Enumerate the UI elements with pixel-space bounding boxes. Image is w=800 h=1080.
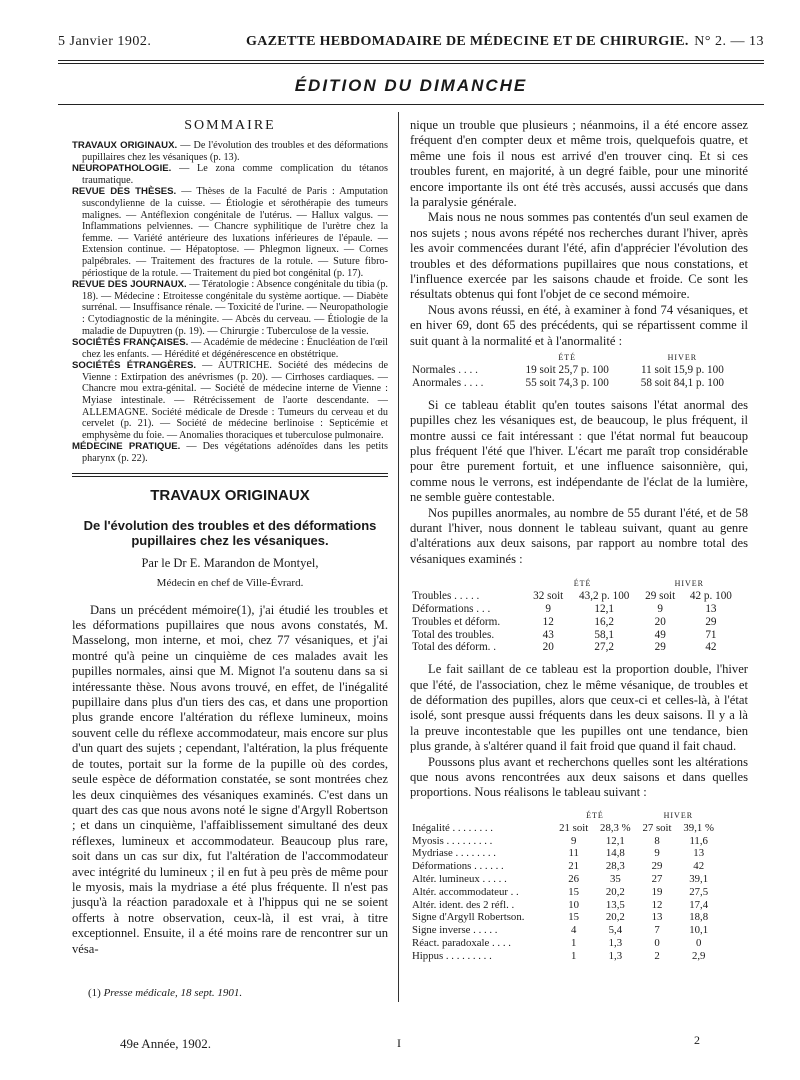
sommaire-text: — Thèses de la Faculté de Paris : Amputation suscondylienne de la cuisse. — Étiologie et sérothérapie des tumeurs malignes. — Antéflexion congénitale de l'utérus. — Hallux valgus. — Inflammations pelviennes. — Chancre syphilitique de l'urètre chez la femme. — Variété antérieure des luxations inférieures de l'épaule. — Extension continue. — Hépatoptose. — Phlegmon ligneux. — Cornes palpébrales. — Traitement des fractures de la rotule. — Suture fibro-périostique de la rotule. — Traitement du pied bot congénital (p. 17). (82, 186, 388, 279)
table-cell: 12,1 (605, 834, 625, 847)
table-row (410, 860, 720, 873)
sommaire-text: — De l'évolution des troubles et des déformations pupillaires chez les vésaniques (p. 13). (82, 140, 388, 163)
table-row (410, 590, 740, 603)
table-cell: 55 soit 74,3 p. 100 (525, 376, 609, 389)
sommaire-entry (72, 337, 388, 360)
table-row (410, 629, 740, 642)
table-header (410, 353, 510, 364)
table-cell: Troubles . . . . . (412, 590, 480, 603)
table-cell: 10 (568, 898, 580, 911)
sommaire-heading: REVUE DES JOURNAUX. (72, 279, 187, 291)
table-cell: 28,3 (605, 860, 625, 873)
table-cell: 49 (654, 628, 666, 641)
footer-sheet: I (397, 1036, 401, 1050)
separator (72, 476, 388, 477)
table-cell: Mydriase . . . . . . . . (412, 847, 496, 860)
table-alterations (410, 579, 740, 654)
table-cell: 2 (654, 949, 660, 962)
table-row (410, 641, 740, 654)
article-paragraph: Dans un précédent mémoire(1), j'ai étudié les troubles et les déformations pupillaires que nous avons constatés, M. Masselong, mon interne, et moi, chez 77 vésaniques, et j'ai montré qu'à peine un cinquième de ces malades avait les pupilles normales, ainsi que M. Mignot l'a soutenu dans sa si intéressante thèse. Nous avons trouvé, en effet, de l'inégalité pupillaire dans plus d'un tiers des cas, et dans une proportion plus grande encore l'altération du réflexe lumineux, moins souvent celle du réflexe accommodateur, mais encore sur plus d'un quart des sujets ; cependant, l'altération, la plus fréquente de toutes, portait sur la forme de la pupille où des cordes, seule espèce de déformation constatée, se sont montrées chez les deux cinquièmes des vésaniques examinés. C'est dans un quart des cas que nous avons noté le signe d'Argyll Robertson ; et dans un cinquième, l'affaiblissement simultané des deux réflexes, lumineux et accommodateur. Beaucoup plus rare, soit dans un cas sur dix, fut l'altération de l'accommodateur avec intégrité du lumineux ; il en fut à peu près de même pour le myosis, mais la mydriase a été plus fréquente. Il n'est pas jusqu'à la réaction paradoxale et à l'hippus qui ne se soient offerts à notre observation, ceux-là, il est vrai, à titre exceptionnel. Ensuite, il a été moins rare de rencontrer sur un vésa- (72, 602, 388, 956)
table-cell: 18,8 (689, 911, 709, 924)
sommaire-heading: NEUROPATHOLOGIE. (72, 163, 172, 175)
table-cell: 21 (568, 860, 580, 873)
table-cell: 9 (545, 602, 552, 615)
table-cell: Déformations . . . . . . (412, 860, 504, 873)
table-cell: 20 (654, 615, 666, 628)
table-row (410, 873, 720, 886)
table-cell: Troubles et déform. (412, 615, 501, 628)
table-cell: 15 (568, 911, 580, 924)
table-cell: 0 (654, 936, 660, 949)
table-cell: 17,4 (689, 898, 709, 911)
table-row (410, 822, 720, 835)
table-cell: 71 (705, 628, 717, 641)
table-cell: 42 (705, 641, 717, 654)
article-paragraph: Poussons plus avant et recherchons quelles sont les altérations que nous avons rencontrées aux deux saisons et dans quelles proportions. Nous réalisons le tableau suivant : (410, 754, 748, 800)
table-cell: 19 soit 25,7 p. 100 (525, 364, 609, 377)
sommaire-text: — Le zona comme complication du tétanos traumatique. (82, 163, 388, 186)
table-cell: 19 (651, 885, 663, 898)
table-cell: Altér. lumineux . . . . . (412, 872, 507, 885)
sommaire-entry (72, 279, 388, 337)
table-cell: 11 (568, 847, 579, 860)
sommaire-text: — Des végétations adénoïdes dans les petits pharynx (p. 22). (82, 441, 388, 465)
table-cell: 29 (651, 860, 663, 873)
table-cell: 11 soit 15,9 p. 100 (640, 364, 724, 377)
sommaire-title: SOMMAIRE (184, 118, 276, 133)
table-cell: 29 soit (645, 590, 676, 603)
table-cell: 14,8 (605, 847, 625, 860)
table-cell: 21 soit (559, 821, 589, 834)
footnote (88, 987, 242, 999)
table-cell: Altér. ident. des 2 réfl. . (412, 898, 515, 911)
table-row (410, 847, 720, 860)
article-paragraph: Nos pupilles anormales, au nombre de 55 durant l'été, et de 58 durant l'hiver, nous donnent le tableau suivant, quant au genre d'altérations aux deux saisons, par rapport au nombre total des vésaniques examinés : (410, 505, 748, 566)
table-row (410, 950, 720, 963)
table-cell: 15 (568, 885, 580, 898)
article-paragraph: Si ce tableau établit qu'en toutes saisons l'état anormal des pupilles chez les vésaniques est, de beaucoup, le plus fréquent, il montre aussi ce fait intéressant : que l'état normal fut beaucoup plus fréquent l'été que l'hiver. L'écart me paraît trop considérable pour être purement fortuit, et une influence saisonnière, qui, comme nous le verrons, est indépendante de l'éclat de la lumière, ne semble guère contestable. (410, 397, 748, 505)
table-row (410, 911, 720, 924)
table-cell: 42 (693, 860, 705, 873)
table-cell: 20,2 (605, 885, 625, 898)
table-cell: Réact. paradoxale . . . . (412, 936, 511, 949)
edition-rule (58, 104, 764, 105)
article-paragraph: Nous avons réussi, en été, à examiner à fond 74 vésaniques, et en hiver 69, dont 65 des précédents, qui se répartissent comme il suit quant à la normalité et à l'anormalité : (410, 302, 748, 348)
table-cell: 9 (657, 602, 663, 615)
column-divider (398, 112, 399, 1002)
right-column (410, 118, 748, 971)
table-cell: 16,2 (594, 615, 614, 628)
table-cell: 8 (654, 834, 660, 847)
header-rule-2 (58, 63, 764, 64)
separator (72, 473, 388, 474)
table-cell: 42 p. 100 (689, 590, 732, 603)
article-author: Par le Dr E. Marandon de Montyel, (141, 555, 319, 570)
table-cell: 1,3 (608, 949, 623, 962)
table-cell: 58 soit 84,1 p. 100 (640, 376, 725, 389)
table-cell: 39,1 % (683, 821, 714, 834)
table-row (410, 899, 720, 912)
table-cell: 29 (654, 641, 666, 654)
table-header: ÉTÉ (573, 579, 592, 589)
table-cell: 13,5 (605, 898, 625, 911)
table-detail (410, 811, 720, 963)
table-row (410, 377, 740, 390)
table-cell: 10,1 (689, 924, 709, 937)
table-cell: 13 (651, 911, 663, 924)
table-cell: 13 (705, 602, 717, 615)
table-cell: 20,2 (605, 911, 625, 924)
header-number: N° 2. — 13 (694, 34, 764, 49)
sommaire-text: — AUTRICHE. Société des médecins de Vienne : Extirpation des anévrismes (p. 20). — Cirrhoses cardiaques. — Chancre mou extra-génital. — Société de médecine interne de Vienne : Myiase intestinale. — Rétrécissement de l'aorte descendante. — ALLEMAGNE. Société médicale de Dresde : Tumeurs du cerveau et du cervelet (p. 21). — Société de médecine berlinoise : Septicémie et emphysème du foie. — Anomalies thoraciques et tuberculose pulmonaire. (82, 360, 389, 441)
table-cell: 58,1 (594, 628, 614, 641)
table-header: HIVER (667, 353, 698, 363)
table-cell: 9 (570, 834, 577, 847)
table-row (410, 835, 720, 848)
table-header (410, 811, 553, 822)
table-cell: Myosis . . . . . . . . . (412, 834, 493, 847)
section-heading: TRAVAUX ORIGINAUX (150, 486, 310, 504)
table-cell: 9 (654, 847, 660, 860)
sommaire-heading: TRAVAUX ORIGINAUX. (72, 140, 178, 151)
table-cell: 39,1 (689, 872, 709, 885)
sommaire-entry (72, 140, 388, 163)
table-cell: Altér. accommodateur . . (412, 885, 519, 898)
table-cell: 27 soit (642, 821, 672, 834)
table-cell: Hippus . . . . . . . . . (412, 949, 492, 962)
table-row (410, 364, 740, 377)
table-cell: 32 soit (533, 590, 564, 603)
sommaire-text: — Académie de médecine : Énucléation de l'œil chez les enfants. — Hérédité et dégénérescence en obstétrique. (82, 337, 388, 360)
table-header: ÉTÉ (558, 353, 577, 363)
table-cell: 2,9 (691, 949, 706, 962)
footer-year: 49e Année, 1902. (120, 1036, 211, 1051)
table-cell: Signe inverse . . . . . (412, 924, 498, 937)
table-cell: Déformations . . . (412, 602, 491, 615)
running-header (58, 34, 764, 52)
article-paragraph: Le fait saillant de ce tableau est la proportion double, l'hiver que l'été, de l'association, chez le même vésanique, de troubles et de déformation des pupilles, alors que ceux-ci et celles-là, à l'état isolé, sont presque aussi fréquents dans les deux saisons. Il y a là la preuve incontestable que les pupilles ont une tendance, bien plus grande, à s'altérer quand il fait froid que quand il fait chaud. (410, 662, 748, 754)
sommaire-entry (72, 163, 388, 186)
table-row (410, 937, 720, 950)
table-cell: 7 (654, 924, 660, 937)
table-cell: 0 (695, 936, 702, 949)
table-cell: 1,3 (608, 936, 623, 949)
table-cell: 1 (570, 949, 577, 962)
table-cell: 26 (568, 872, 580, 885)
table-cell: 43 (542, 628, 554, 641)
sommaire-entry (72, 441, 388, 464)
table-cell: 5,4 (608, 924, 623, 937)
header-date: 5 Janvier 1902. (58, 34, 152, 49)
header-journal: GAZETTE HEBDOMADAIRE DE MÉDECINE ET DE CHIRURGIE. (246, 34, 689, 49)
table-header: HIVER (663, 810, 694, 820)
table-header: ÉTÉ (586, 810, 604, 820)
footer-num: 2 (694, 1033, 700, 1047)
table-row (410, 924, 720, 937)
table-cell: 12 (651, 898, 663, 911)
sommaire-heading: SOCIÉTÉS ÉTRANGÈRES. (72, 360, 197, 372)
table-row (410, 616, 740, 629)
table-cell: Total des troubles. (412, 628, 495, 641)
table-cell: 35 (609, 872, 621, 885)
article-paragraph: nique un trouble que plusieurs ; néanmoins, il a été encore assez fréquent d'en compter deux et même trois, quelquefois quatre, et même une fois il nous est arrivé d'en trouver cinq. Et si ces troubles furent, en majorité, à un degré faible, pour une minorité encore importante ils ont été très accusés, aussi accusés que dans la paralysie générale. (410, 118, 748, 210)
table-header: HIVER (674, 579, 705, 589)
table-cell: Signe d'Argyll Robertson. (412, 911, 525, 924)
table-cell: Total des déform. . (412, 641, 497, 654)
table-row (410, 886, 720, 899)
table-cell: 27,2 (594, 641, 614, 654)
table-cell: 13 (693, 847, 705, 860)
table-cell: 20 (542, 641, 554, 654)
sommaire-entry (72, 186, 388, 279)
table-header (410, 579, 527, 590)
author-role: Médecin en chef de Ville-Évrard. (156, 576, 304, 589)
sommaire-heading: MÉDECINE PRATIQUE. (72, 441, 181, 453)
footnote-text: Presse médicale, 18 sept. 1901. (103, 987, 243, 999)
table-cell: 28,3 % (600, 821, 631, 834)
table-cell: 27 (651, 872, 663, 885)
table-cell: Normales . . . . (412, 364, 478, 377)
table-cell: 29 (705, 615, 717, 628)
table-cell: 43,2 p. 100 (579, 590, 630, 603)
header-rule (58, 60, 764, 61)
sommaire-list (72, 140, 388, 465)
article-paragraph: Mais nous ne nous sommes pas contentés d'un seul examen de nos sujets ; nous avons répété nos recherches durant l'hiver, après les avoir commencées durant l'été, afin d'apprécier l'évolution des troubles et des déformations pupillaires que nous constations, et l'influence exercée par les saisons chaude et froide. Ce sont les résultats obtenus qui font l'objet de ce second mémoire. (410, 210, 748, 302)
sommaire-heading: REVUE DES THÈSES. (72, 186, 177, 198)
table-cell: 11,6 (689, 834, 708, 847)
table-cell: 27,5 (689, 885, 709, 898)
table-cell: 12,1 (594, 602, 614, 615)
table-cell: 12 (542, 615, 554, 628)
footnote-mark: (1) (88, 987, 101, 999)
article-title: De l'évolution des troubles et des déformations pupillaires chez les vésaniques. (83, 517, 377, 548)
edition-title: ÉDITION DU DIMANCHE (294, 76, 528, 95)
sommaire-entry (72, 360, 388, 441)
sommaire-text: — Tératologie : Absence congénitale du tibia (p. 18). — Médecine : Etroitesse congénitale du système aortique. — Diabète surrénal. — Insuffisance rénale. — Toxicité de l'urine. — Neuropathologie : Cytodiagnostic de la méningite. — Abcès du cerveau. — Étiologie de la maladie de Dupuytren (p. 19). — Chirurgie : Tuberculose de la vessie. (82, 279, 388, 337)
table-cell: Anormales . . . . (412, 376, 484, 389)
sommaire-heading: SOCIÉTÉS FRANÇAISES. (72, 337, 189, 349)
left-column (72, 118, 388, 957)
table-row (410, 603, 740, 616)
table-cell: 4 (570, 924, 577, 937)
table-cell: Inégalité . . . . . . . . (412, 821, 493, 834)
table-normalite (410, 353, 740, 390)
table-cell: 1 (570, 936, 577, 949)
